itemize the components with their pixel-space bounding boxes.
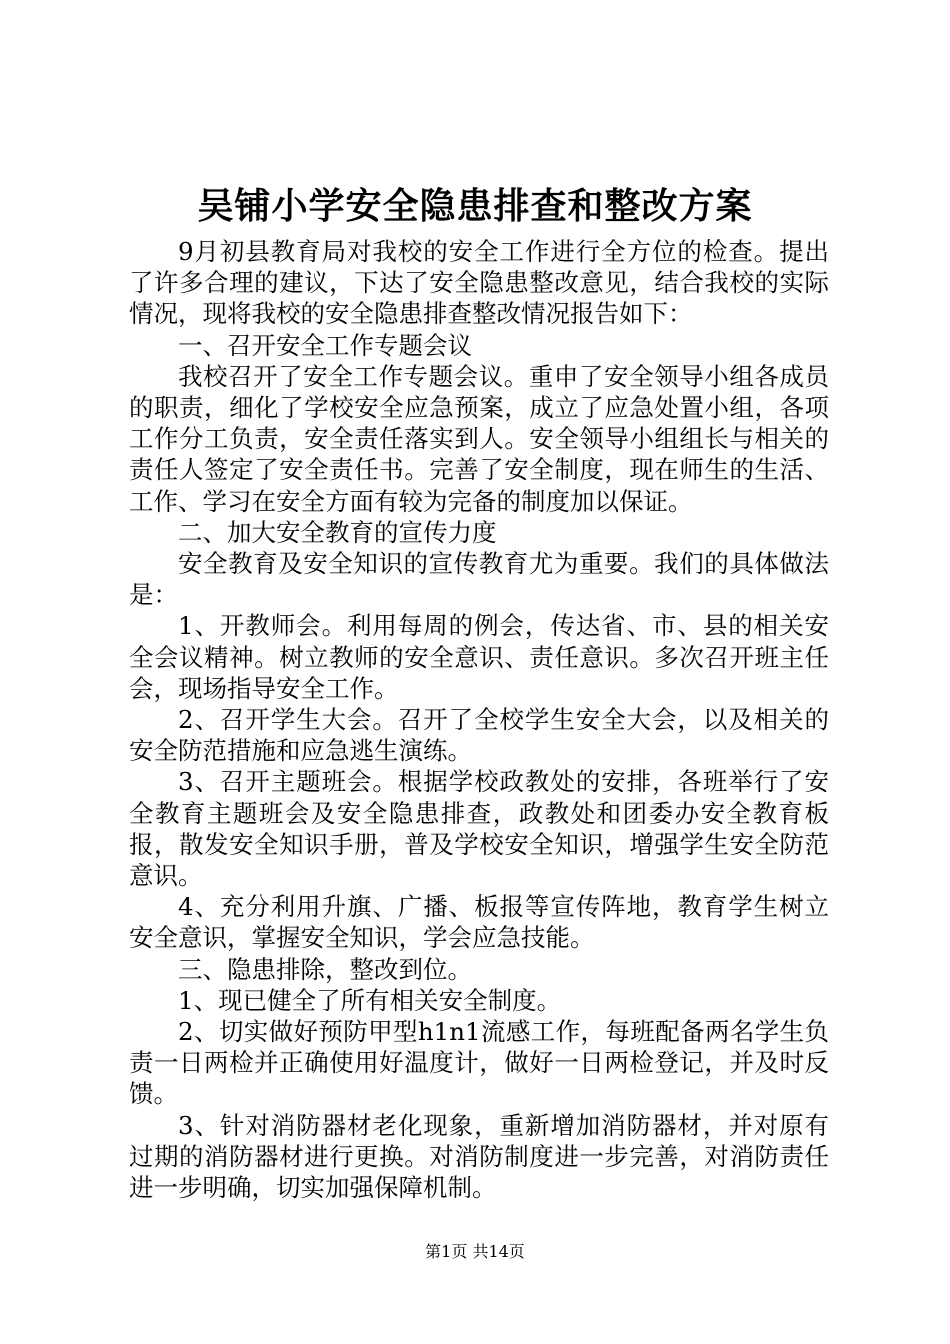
paragraph-education: 安全教育及安全知识的宣传教育尤为重要。我们的具体做法是：	[129, 549, 829, 610]
list-item-4: 4、充分利用升旗、广播、板报等宣传阵地，教育学生树立安全意识，掌握安全知识，学会应急技能。	[129, 892, 829, 953]
section-heading-2: 二、加大安全教育的宣传力度	[178, 517, 497, 547]
section-heading-3: 三、隐患排除，整改到位。	[178, 954, 472, 984]
list-item-1: 1、开教师会。利用每周的例会，传达省、市、县的相关安全会议精神。树立教师的安全意识、责任意识。多次召开班主任会，现场指导安全工作。	[129, 611, 829, 703]
paragraph-meeting: 我校召开了安全工作专题会议。重申了安全领导小组各成员的职责，细化了学校安全应急预案，成立了应急处置小组，各项工作分工负责，安全责任落实到人。安全领导小组组长与相关的责任人签定了安全责任书。完善了安全制度，现在师生的生活、工作、学习在安全方面有较为完备的制度加以保证。	[129, 361, 829, 516]
document-body	[129, 236, 829, 1203]
list-item-2: 2、召开学生大会。召开了全校学生安全大会，以及相关的安全防范措施和应急逃生演练。	[129, 705, 829, 766]
paragraph-intro: 9月初县教育局对我校的安全工作进行全方位的检查。提出了许多合理的建议，下达了安全隐患整改意见，结合我校的实际情况，现将我校的安全隐患排查整改情况报告如下：	[129, 237, 829, 329]
rectification-item-1: 1、现已健全了所有相关安全制度。	[178, 985, 562, 1015]
list-item-3: 3、召开主题班会。根据学校政教处的安排，各班举行了安全教育主题班会及安全隐患排查，政教处和团委办安全教育板报，散发安全知识手册，普及学校安全知识，增强学生安全防范意识。	[129, 767, 829, 891]
section-heading-1: 一、召开安全工作专题会议	[178, 330, 472, 360]
page-title: 吴铺小学安全隐患排查和整改方案	[197, 185, 753, 227]
rectification-item-2: 2、切实做好预防甲型h1n1流感工作，每班配备两名学生负责一日两检并正确使用好温度计，做好一日两检登记，并及时反馈。	[129, 1017, 829, 1109]
rectification-item-3: 3、针对消防器材老化现象，重新增加消防器材，并对原有过期的消防器材进行更换。对消防制度进一步完善，对消防责任进一步明确，切实加强保障机制。	[129, 1110, 829, 1203]
page-number-footer: 第1页 共14页	[425, 1242, 525, 1261]
